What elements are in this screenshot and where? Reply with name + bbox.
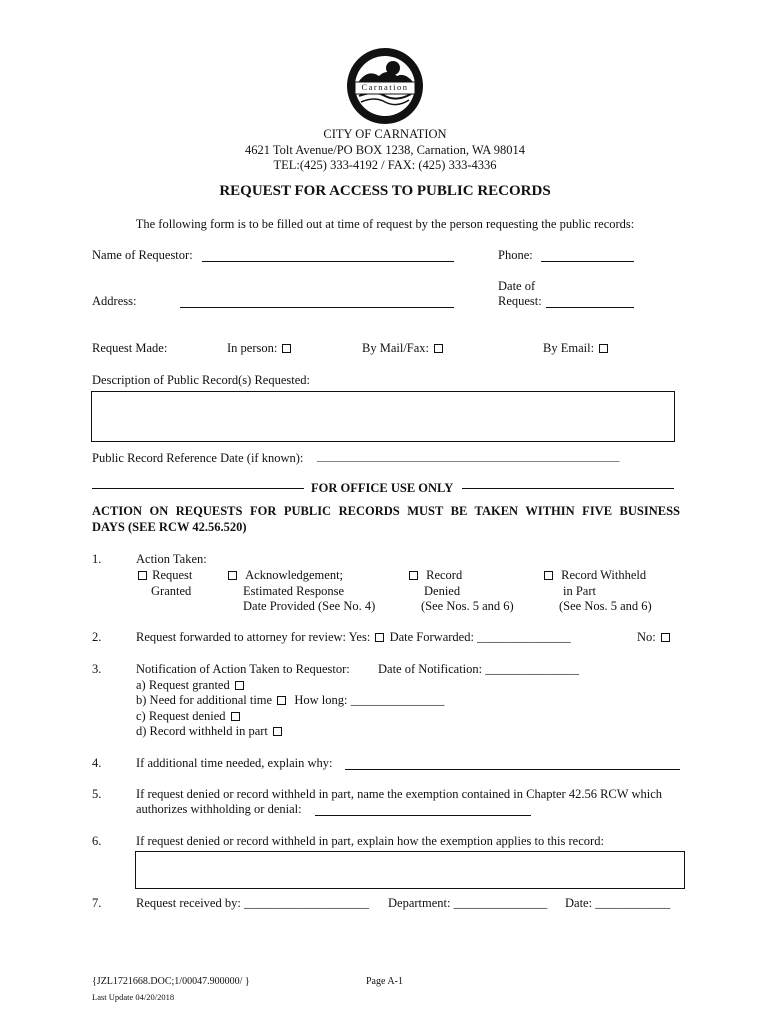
received-date-field[interactable]: Date: ____________ bbox=[565, 896, 671, 910]
sub-c-label: c) Request denied bbox=[136, 709, 226, 723]
in-person-checkbox[interactable] bbox=[282, 344, 291, 353]
sub-b-label: b) Need for additional time bbox=[136, 693, 273, 707]
by-email-option bbox=[543, 342, 610, 355]
divider-left bbox=[92, 488, 304, 489]
request-granted-checkbox[interactable] bbox=[138, 571, 147, 580]
forwarded-to-attorney bbox=[136, 631, 571, 644]
divider-right bbox=[462, 488, 674, 489]
city-name: CITY OF CARNATION bbox=[323, 127, 447, 141]
reference-date-field[interactable]: _______________________________________________________ bbox=[317, 451, 620, 463]
received-by-field[interactable]: Request received by: ____________________ bbox=[136, 896, 369, 910]
explain-exemption-label: If request denied or record withheld in part, explain how the exemption applies to this record: bbox=[136, 834, 604, 848]
sub-d-label: d) Record withheld in part bbox=[136, 724, 268, 738]
exemption-field[interactable] bbox=[315, 804, 531, 816]
item-5-number: 5. bbox=[92, 787, 102, 801]
city-address: 4621 Tolt Avenue/PO BOX 1238, Carnation, WA 98014 bbox=[244, 143, 526, 157]
address-field[interactable] bbox=[180, 296, 454, 308]
address-label: Address: bbox=[92, 294, 137, 308]
sub-d-checkbox[interactable] bbox=[273, 727, 282, 736]
city-contact: TEL:(425) 333-4192 / FAX: (425) 333-4336 bbox=[273, 158, 497, 172]
department-field[interactable]: Department: _______________ bbox=[388, 896, 548, 910]
notice-line-1: ACTION ON REQUESTS FOR PUBLIC RECORDS MUST BE TAKEN WITHIN FIVE BUSINESS bbox=[92, 504, 680, 518]
sub-d bbox=[136, 725, 284, 738]
description-label: Description of Public Record(s) Requested: bbox=[92, 373, 311, 387]
request-made-label: Request Made: bbox=[92, 341, 168, 355]
sub-c-checkbox[interactable] bbox=[231, 712, 240, 721]
exemption-label-line2: authorizes withholding or denial: bbox=[136, 802, 302, 816]
forwarded-no-checkbox[interactable] bbox=[661, 633, 670, 642]
date-of-request-field[interactable] bbox=[546, 296, 634, 308]
sub-a-checkbox[interactable] bbox=[235, 681, 244, 690]
option-request-granted-line1: Request bbox=[152, 568, 193, 582]
how-long-field[interactable]: How long: _______________ bbox=[294, 693, 445, 707]
phone-label: Phone: bbox=[498, 248, 533, 262]
option-request-granted bbox=[136, 569, 192, 582]
sub-b-checkbox[interactable] bbox=[277, 696, 286, 705]
forwarded-label: Request forwarded to attorney for review: Yes: bbox=[136, 630, 371, 644]
item-2-number: 2. bbox=[92, 630, 102, 644]
option-withheld-in-part bbox=[542, 569, 646, 582]
item-1-number: 1. bbox=[92, 552, 102, 566]
sub-b bbox=[136, 694, 444, 707]
name-field[interactable] bbox=[202, 250, 454, 262]
in-person-option bbox=[227, 342, 293, 355]
date-label-line1: Date of bbox=[498, 279, 536, 293]
option-acknowledgement bbox=[226, 569, 343, 582]
sub-a-label: a) Request granted bbox=[136, 678, 230, 692]
phone-field[interactable] bbox=[541, 250, 634, 262]
acknowledgement-checkbox[interactable] bbox=[228, 571, 237, 580]
description-textarea[interactable] bbox=[91, 391, 675, 442]
office-use-heading: FOR OFFICE USE ONLY bbox=[311, 481, 454, 495]
item-6-number: 6. bbox=[92, 834, 102, 848]
notification-label: Notification of Action Taken to Requestor: bbox=[136, 662, 350, 676]
withheld-in-part-checkbox[interactable] bbox=[544, 571, 553, 580]
option-record-denied-line2: Denied bbox=[424, 584, 461, 598]
intro-text: The following form is to be filled out at time of request by the person requesting the public records: bbox=[135, 217, 635, 231]
option-acknowledgement-line1: Acknowledgement; bbox=[245, 568, 344, 582]
reference-date-label: Public Record Reference Date (if known): bbox=[92, 451, 304, 465]
footer-doc-id: {JZL1721668.DOC;1/00047.900000/ } bbox=[92, 976, 250, 987]
option-record-denied-line3: (See Nos. 5 and 6) bbox=[421, 599, 514, 613]
option-withheld-line2: in Part bbox=[563, 584, 596, 598]
by-email-checkbox[interactable] bbox=[599, 344, 608, 353]
option-acknowledgement-line2: Estimated Response bbox=[243, 584, 345, 598]
option-withheld-line1: Record Withheld bbox=[561, 568, 647, 582]
item-3-number: 3. bbox=[92, 662, 102, 676]
forwarded-yes-checkbox[interactable] bbox=[375, 633, 384, 642]
explain-exemption-textarea[interactable] bbox=[135, 851, 685, 889]
forwarded-no bbox=[637, 631, 672, 644]
name-label: Name of Requestor: bbox=[92, 248, 193, 262]
in-person-label: In person: bbox=[227, 341, 278, 355]
additional-time-label: If additional time needed, explain why: bbox=[136, 756, 333, 770]
form-title: REQUEST FOR ACCESS TO PUBLIC RECORDS bbox=[219, 183, 551, 199]
footer-last-update: Last Update 04/20/2018 bbox=[92, 992, 175, 1002]
option-record-denied-line1: Record bbox=[426, 568, 463, 582]
exemption-label-line1: If request denied or record withheld in part, name the exemption contained in Chapter 42.56 RCW which bbox=[136, 787, 663, 801]
by-mail-checkbox[interactable] bbox=[434, 344, 443, 353]
item-4-number: 4. bbox=[92, 756, 102, 770]
record-denied-checkbox[interactable] bbox=[409, 571, 418, 580]
logo-text: Carnation bbox=[361, 82, 409, 92]
sub-a bbox=[136, 679, 246, 692]
city-logo bbox=[345, 46, 425, 126]
item-7-number: 7. bbox=[92, 896, 102, 910]
option-withheld-line3: (See Nos. 5 and 6) bbox=[559, 599, 652, 613]
additional-time-field[interactable] bbox=[345, 758, 680, 770]
date-of-notification-field[interactable]: Date of Notification: _______________ bbox=[378, 662, 580, 676]
date-forwarded-field[interactable]: Date Forwarded: _______________ bbox=[389, 630, 571, 644]
action-taken-label: Action Taken: bbox=[136, 552, 207, 566]
by-mail-label: By Mail/Fax: bbox=[362, 341, 430, 355]
option-request-granted-line2: Granted bbox=[151, 584, 192, 598]
by-mail-option bbox=[362, 342, 445, 355]
no-label: No: bbox=[637, 630, 656, 644]
notice-line-2: DAYS (SEE RCW 42.56.520) bbox=[92, 520, 247, 534]
option-record-denied bbox=[407, 569, 462, 582]
footer-page: Page A-1 bbox=[366, 976, 403, 987]
sub-c bbox=[136, 710, 242, 723]
date-label-line2: Request: bbox=[498, 294, 542, 308]
by-email-label: By Email: bbox=[543, 341, 595, 355]
option-acknowledgement-line3: Date Provided (See No. 4) bbox=[243, 599, 376, 613]
